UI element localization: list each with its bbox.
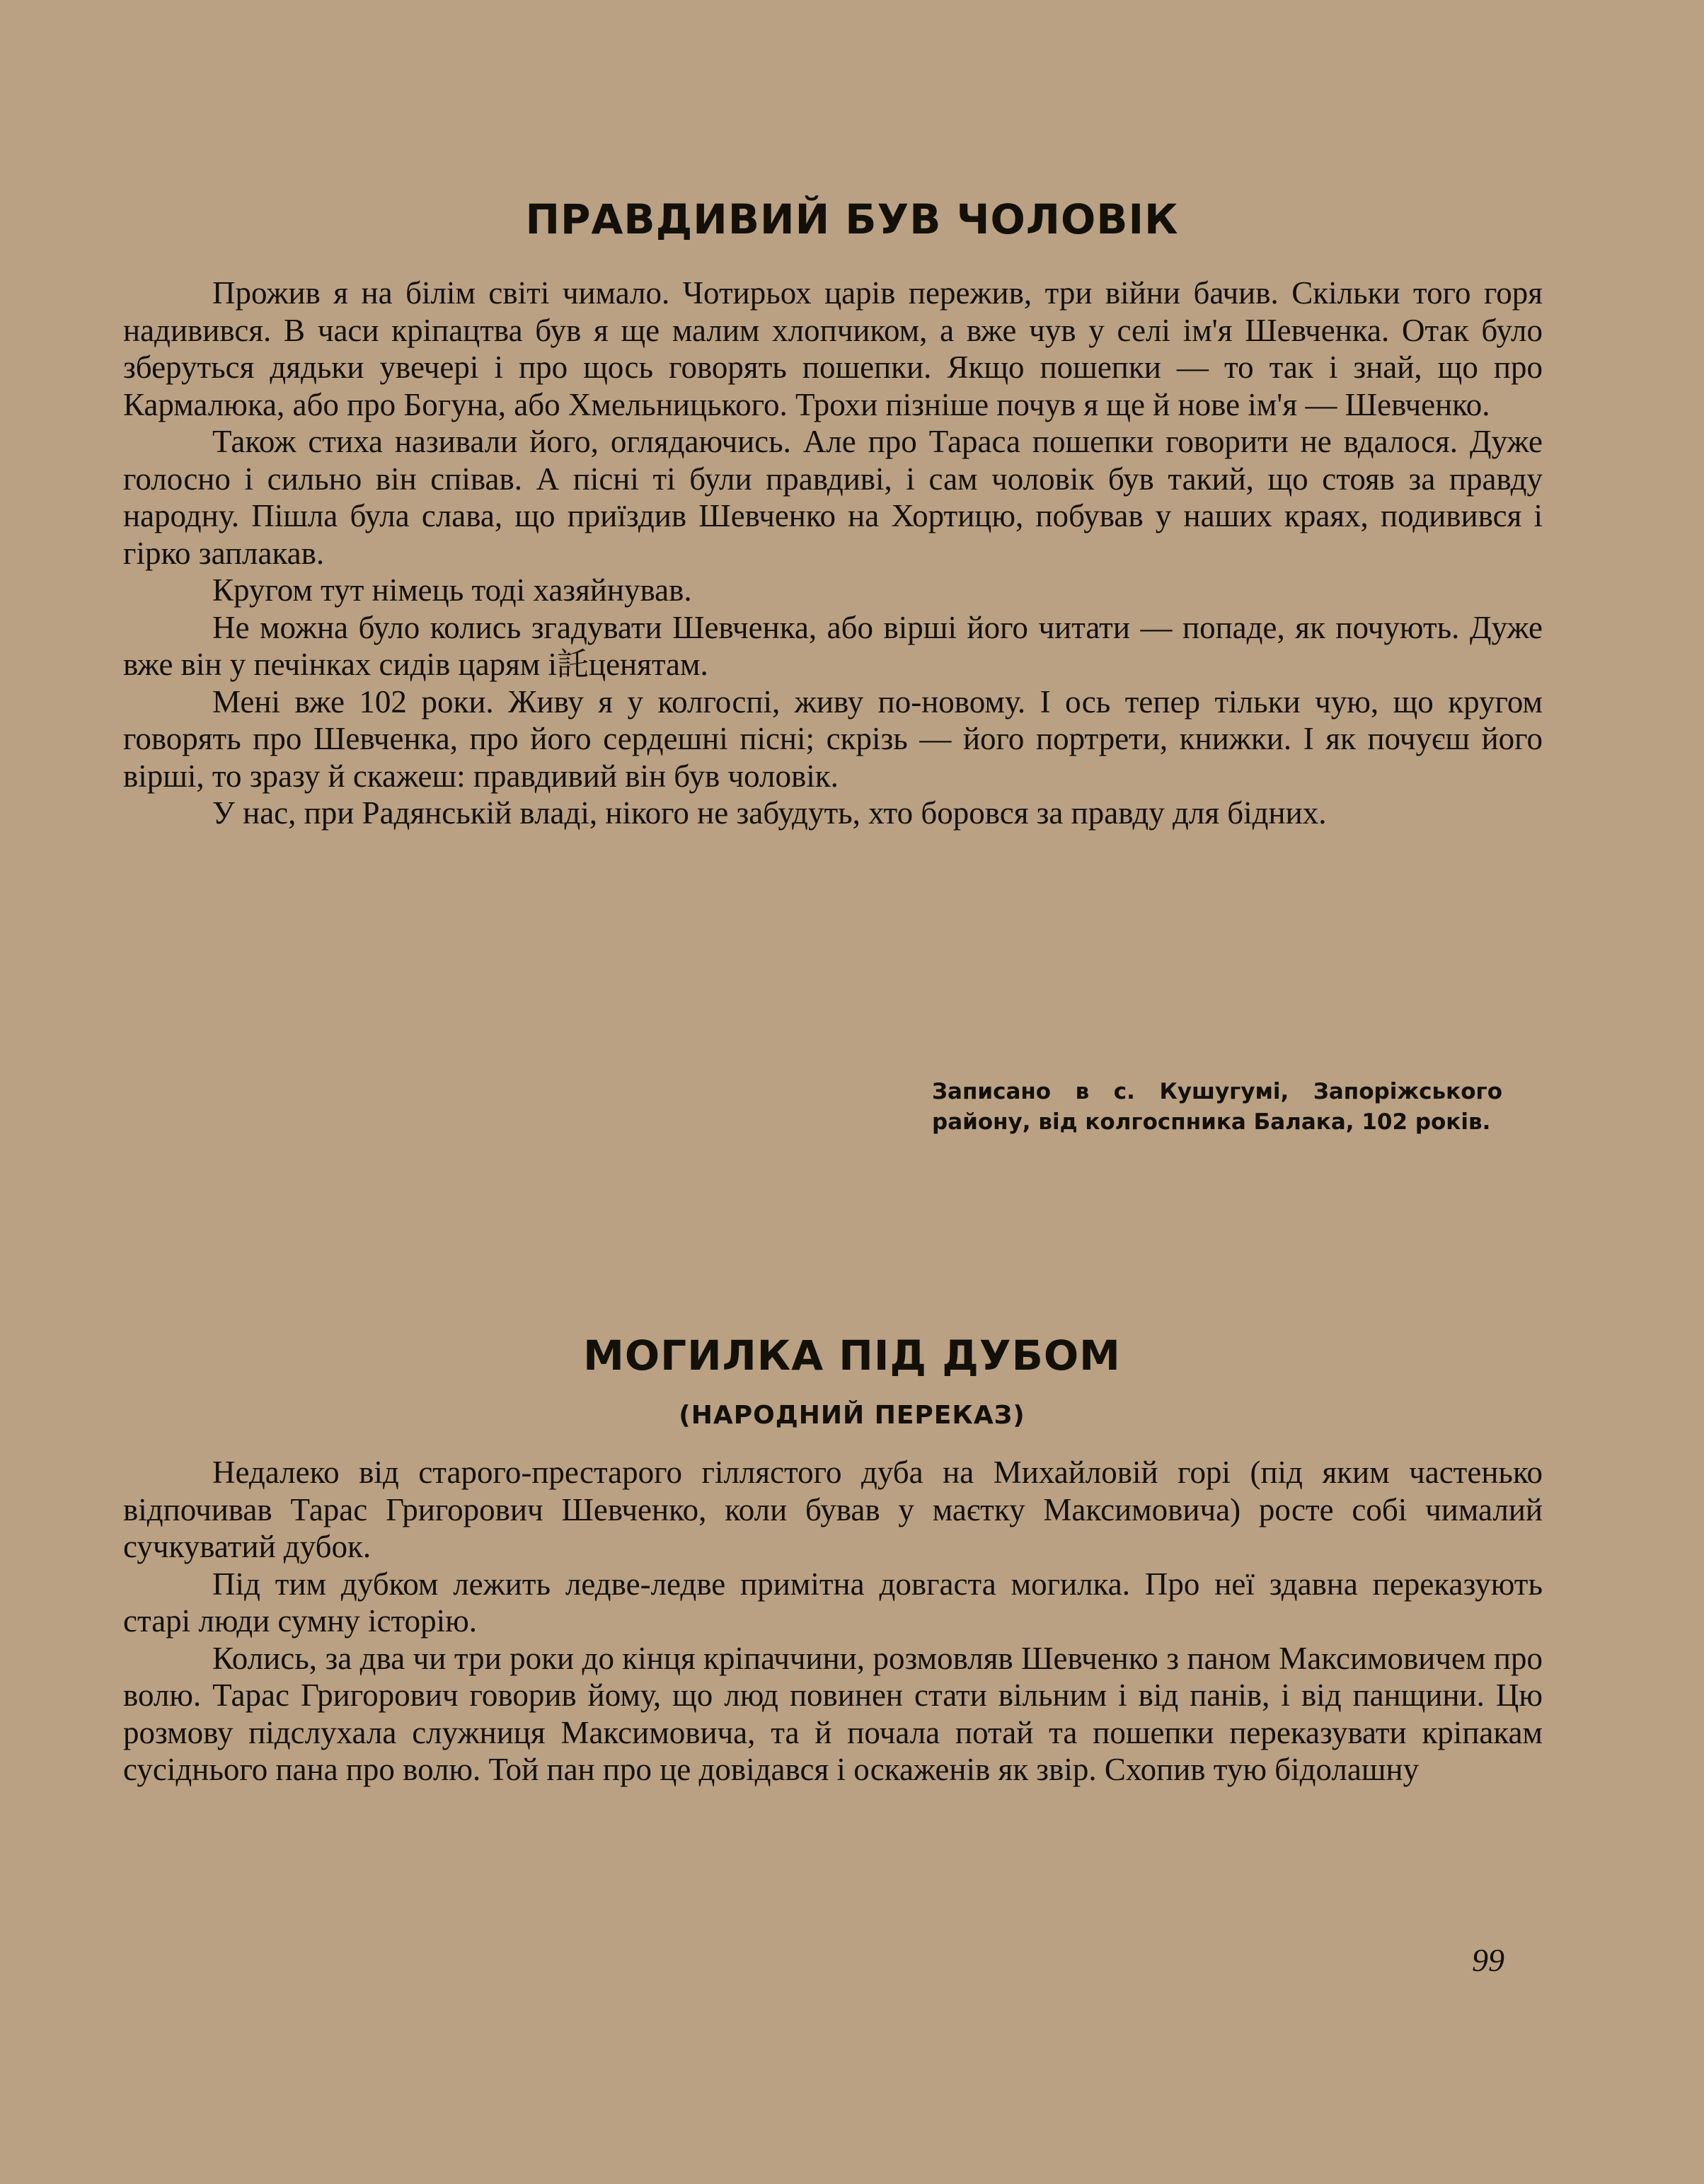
- paragraph: Також стиха називали його, оглядаючись. Але про Тараса пошепки говорити не вдалося. Дуже голосно і сильно він співав. А пісні ті були правдиві, і сам чоловік був такий, що стояв за правду народну. Пішла була слава, що приїздив Шевченко на Хортицю, побував у наших краях, подивився і гірко заплакав.: [123, 424, 1543, 571]
- story-subtitle: (НАРОДНИЙ ПЕРЕКАЗ): [679, 1401, 1025, 1430]
- paragraph: Прожив я на білім світі чимало. Чотирьох царів пережив, три війни бачив. Скільки того горя надивився. В часи кріпацтва був я ще малим хлопчиком, а вже чув у селі ім'я Шевченка. Отак було зберуться дядьки увечері і про щось говорять пошепки. Якщо пошепки — то так і знай, що про Кармалюка, або про Богуна, або Хмельницького. Трохи пізніше почув я ще й нове ім'я — Шевченко.: [123, 275, 1543, 422]
- paragraph: Кругом тут німець тоді хазяйнував.: [212, 572, 692, 608]
- story-title: МОГИЛКА ПІД ДУБОМ: [583, 1331, 1121, 1380]
- paragraph: Під тим дубком лежить ледве-ледве примітна довгаста могилка. Про неї здавна переказують старі люди сумну історію.: [123, 1566, 1543, 1639]
- paragraph: Мені вже 102 роки. Живу я у колгоспі, живу по-новому. І ось тепер тільки чую, що кругом говорять про Шевченка, про його сердешні пісні; скрізь — його портрети, книжки. І як почуєш його вірші, то зразу й скажеш: правдивий він був чоловік.: [123, 683, 1543, 794]
- paragraph: У нас, при Радянській владі, нікого не забудуть, хто боровся за правду для бідних.: [212, 795, 1327, 831]
- story-text: [123, 1454, 1543, 1789]
- paragraph: Не можна було колись згадувати Шевченка, або вірші його читати — попаде, як почують. Дуже вже він у печінках сидів царям і託ценятам.: [123, 609, 1543, 682]
- story-text: [123, 275, 1543, 832]
- source-attribution: Записано в с. Кушугумі, Запоріжського району, від колгоспника Балака, 102 років.: [932, 1079, 1502, 1135]
- story-title: ПРАВДИВИЙ БУВ ЧОЛОВІК: [525, 195, 1179, 243]
- paragraph: Колись, за два чи три роки до кінця кріпаччини, розмовляв Шевченко з паном Максимовичем про волю. Тарас Григорович говорив йому, що люд повинен стати вільним і від панів, і від панщини. Цю розмову підслухала служниця Максимовича, та й почала потай та пошепки переказувати кріпакам сусіднього пана про волю. Той пан про це довідався і оскаженів як звір. Схопив тую бідолашну: [123, 1640, 1543, 1787]
- page-number: 99: [1472, 1942, 1504, 1978]
- paragraph: Недалеко від старого-престарого гіллястого дуба на Михайловій горі (під яким частенько відпочивав Тарас Григорович Шевченко, коли бував у маєтку Максимовича) росте собі чималий сучкуватий дубок.: [123, 1455, 1543, 1564]
